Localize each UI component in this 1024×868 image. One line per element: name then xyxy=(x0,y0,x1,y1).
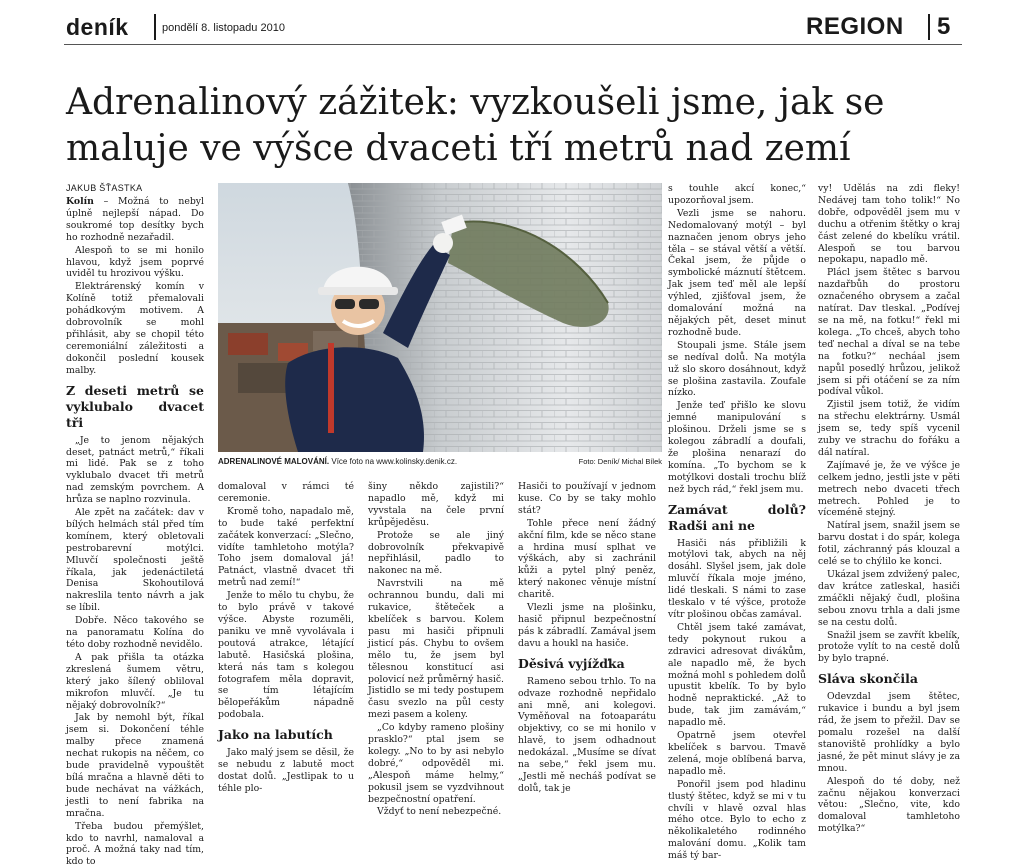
paragraph: vy! Udělás na zdi fleky! Nedávej tam toho tolik!“ No dobře, odpověděl jsem mu v duchu a otřenim štětky o kraj část zelené do kbelíku vrátil. Alespoň se tou barvou nepokapu, napadlo mě. xyxy=(818,183,960,266)
paragraph: Ukázal jsem zdvižený palec, dav krátce zatleskal, hasiči zmáčkli nějaký čudl, plošina sebou znovu trhla a dali jsme se na cestu dolů. xyxy=(818,569,960,628)
paragraph: Plácl jsem štětec s barvou nazdařbůh do prostoru označeného obrysem a začal natírat. Dav tleskal. „Podívej se na mě, na fotku!“ řekl mi kolega. „To chceš, abych toho teď nechal a díval se na tebe na fotku?“ necháal jsem napůl posedlý hrůzou, jelikož jsem si při otáčení se za ním podíval vůkol. xyxy=(818,267,960,398)
paragraph: Rameno sebou trhlo. To na odvaze rozhodně nepřidalo ani mně, ani kolegovi. Vyměňoval na fotoaparátu objektivy, co se mi honilo v hlavě, to jsem odhadnout nedokázal. „Musíme se dívat na sebe,“ řekl jsem mu. „Jestli mě necháš podívat se dolů, tak je xyxy=(518,675,656,794)
paragraph: Elektrárenský komín v Kolíně totiž přemalovali pohádkovým motivem. A dobrovolník se mohl přihlásit, aby se chopil této ceremoniální záležitosti a dokončil poslední kousek malby. xyxy=(66,281,204,376)
subheading: Jako na labutích xyxy=(218,727,333,743)
paragraph: „Je to jenom nějakých deset, patnáct metrů,“ říkali mi lidé. Pak se z toho vyklubalo dvacet tři metrů nad zemským povrchem. A hrůza se naplno rozvinula. xyxy=(66,434,204,506)
text-column-3 xyxy=(368,481,504,818)
caption-title: ADRENALINOVÉ MALOVÁNÍ. xyxy=(218,457,330,466)
text-column-4 xyxy=(518,481,656,794)
paragraph: šiny někdo zajistili?“ napadlo mě, když mi vyvstala na čele první krůpějeděsu. xyxy=(368,481,504,528)
paragraph: A pak přišla ta otázka zkreslená šumem větru, který jako šílený obliloval mikrofon mluvčí. „Je tu nějaký dobrovolník?“ xyxy=(66,651,204,711)
paragraph: Vlezli jsme na plošinku, hasič připnul bezpečnostní pás k zábradlí. Zamával jsem davu a houkl na hasiče. xyxy=(518,602,656,649)
paragraph: Dobře. Něco takového se na panoramatu Kolína do této doby rozhodně nevidělo. xyxy=(66,615,204,650)
dateline: Kolín xyxy=(66,196,94,207)
paragraph: Ponořil jsem pod hladinu tlustý štětec, když se mi v tu chvíli v hlavě ozval hlas mého otce. Bylo to echo z několikaletého rodinného malování domu. „Kolik tam máš tý bar- xyxy=(668,778,806,862)
paragraph: domaloval v rámci té ceremonie. xyxy=(218,481,354,504)
paragraph: Snažil jsem se zavřít kbelík, protože vylít to na cestě dolů by bylo trapné. xyxy=(818,629,960,665)
paragraph: Třeba budou přemýšlet, kdo to navrhl, namaloval a proč. A možná taky nad tím, kdo to xyxy=(66,820,204,868)
photo-illustration xyxy=(218,183,662,452)
newspaper-logo: deník xyxy=(66,14,129,40)
text-column-2 xyxy=(218,481,354,794)
masthead-divider xyxy=(154,14,156,40)
paragraph: Jenže to mělo tu chybu, že to bylo právě v takové výšce. Abyste rozuměli, paniku ve mně vyvolávala i poutová atrakce, létající labutě. Hasičská plošina, která nás tam s kolegou fotografem měla dopravit, se tím létajícím bělopeřákům nápadně podobala. xyxy=(218,590,354,721)
paragraph: Stoupali jsme. Stále jsem se nedíval dolů. Na motýla už slo skoro dosáhnout, když se plošina zastavila. Zoufale nízko. xyxy=(668,339,806,399)
subheading: Děsivá vyjížďka xyxy=(518,655,625,671)
paragraph: s touhle akcí konec,“ upozorňoval jsem. xyxy=(668,183,806,206)
paragraph: Natíral jsem, snažil jsem se barvu dostat i do spár, kolega fotil, záchranný pás klouzal a celé se to chýlilo ke konci. xyxy=(818,520,960,568)
paragraph: Navrstvili na mě ochrannou bundu, dali mi rukavice, štěteček a kbelíček s barvou. Kolem pasu mi hasiči připnuli jisticí pás. Chybu to ovšem mělo tu, že jsem byl tělesnou konstitucí asi polovicí než průměrný hasič. Jistidlo se mi tedy postupem času svezlo na půl cesty mezi pasem a koleny. xyxy=(368,578,504,721)
subheading: Sláva skončila xyxy=(818,671,918,687)
caption-text: Více foto na www.kolinsky.denik.cz. xyxy=(331,457,458,466)
photo-credit: Foto: Deník/ Michal Bílek xyxy=(578,457,662,466)
paragraph: Zajímavé je, že ve výšce je celkem jedno, jestli jste v pěti metrech nebo dvaceti třech metrech. Pohled je to víceméně stejný. xyxy=(818,459,960,519)
section-title: REGION xyxy=(806,13,904,40)
paragraph: Jenže teď přišlo ke slovu jemné manipulování s plošinou. Drželi jsme se s kolegou zábradlí a doufali, že plošina nenarazí do komína. „To bychom se k motýlkovi dostali trochu blíž než bych rád,“ řekl jsem mu. xyxy=(668,400,806,495)
paragraph: Vezli jsme se nahoru. Nedomalovaný motýl – byl naznačen jenom obrys jeho těla – se stával větší a větší. Čekal jsem, že půjde o symbolické máznutí štětcem. Jak jsem teď měl ale lepší výhled, zjišťoval jsem, že domalování možná na nějakých pět, deset minut rozhodně bude. xyxy=(668,207,806,338)
paragraph: Zjistil jsem totiž, že vidím na střechu elektrárny. Usmál jsem se, tedy spíš vycenil zuby ve strachu do fořáku a dál natíral. xyxy=(818,399,960,458)
paragraph: Protože se ale jiný dobrovolník překvapivě nepřihlásil, padlo to nakonec na mě. xyxy=(368,529,504,577)
paragraph: Alespoň do té doby, než začnu nějakou konverzaci větou: „Slečno, vite, kdo domaloval tamhletoho motýlka?“ xyxy=(818,775,960,835)
paragraph: Jako malý jsem se děsil, že se nebudu z labutě moct dostat dolů. „Jestlipak to u téhle plo- xyxy=(218,747,354,794)
article-author: JAKUB ŠŤASTKA xyxy=(66,183,143,193)
paragraph: Alespoň to se mi honilo hlavou, když jsem poprvé uviděl tu hrozivou výšku. xyxy=(66,244,204,280)
paragraph: Opatrně jsem otevřel kbelíček s barvou. Tmavě zelená, moje oblíbená barva, napadlo mě. xyxy=(668,730,806,777)
paragraph: Ale zpět na začátek: dav v bílých helmách stál před tím komínem, který obletovali pestrobarevní motýlci. Mluvčí společnosti ještě říkala, jak jedenáctiletá Denisa Skohoutilová nakreslila tento návrh a jak se líbil. xyxy=(66,507,204,614)
paragraph: Chtěl jsem také zamávat, tedy pokynout rukou a zdravici adresovat divákům, ale napadlo mě, že bych možná mohl s pohledem dolů upustit kbelík. To by bylo hodně nepraktické. „Až to bude, tak jim zamávám,“ napadlo mě. xyxy=(668,621,806,729)
page-number: 5 xyxy=(937,13,951,40)
paragraph: „Co kdyby rameno plošiny prasklo?“ ptal jsem se kolegy. „No to by asi nebylo dobré,“ odpověděl mi. „Alespoň máme helmy,“ pokusil jsem se vyzdvihnout bezpečnostní opatření. xyxy=(368,722,504,805)
paragraph: Kromě toho, napadalo mě, to bude také perfektní začátek konverzací: „Slečno, vidíte tamhletoho motýla? Toho jsem domaloval já! Patnáct, vlastně dvacet tři metrů nad zemí!“ xyxy=(218,505,354,589)
photo-caption xyxy=(218,457,662,466)
section-divider xyxy=(928,14,930,40)
issue-date: pondělí 8. listopadu 2010 xyxy=(162,22,285,34)
lead-paragraph: Kolín – Možná to nebyl úplně nejlepší nápad. Do soukromé top desítky bych ho rozhodně nezařadil. xyxy=(66,196,204,243)
paragraph: Vždyť to není nebezpečné. xyxy=(377,806,502,818)
paragraph: Hasiči to používají v jednom kuse. Co by se taky mohlo stát? xyxy=(518,481,656,516)
text-column-5 xyxy=(668,183,806,862)
article-photo xyxy=(218,183,662,452)
paragraph: Odevzdal jsem štětec, rukavice i bundu a byl jsem rád, že jsem to přežil. Dav se pomalu rozešel na další stanoviště prohlídky a bylo jasné, že pět minut slávy je za mnou. xyxy=(818,691,960,774)
paragraph: Jak by nemohl být, říkal jsem si. Dokončení téhle malby přece znamená nechat rukopis na něčem, co bude pravidelně vypouštět bílá mračna a hlavně děti to bude nechávat na vážkách, jestli to není fabrika na mračna. xyxy=(66,712,204,819)
subheading: Z deseti metrů se vyklubalo dvacet tři xyxy=(66,382,204,430)
article-headline: Adrenalinový zážitek: vyzkoušeli jsme, jak se maluje ve výšce dvaceti tří metrů nad zemí xyxy=(66,82,885,169)
text-column-6 xyxy=(818,183,960,835)
paragraph: Hasiči nás přibližili k motýlovi tak, abych na něj dosáhl. Slyšel jsem, jak dole mluvčí říkala moje jméno, lidé tleskali. S námi to zase tleskalo v té výšce, protože vítr plošinou občas zamával. xyxy=(668,537,806,620)
paragraph: Tohle přece není žádný akční film, kde se něco stane a hrdina musí splhat ve výškách, aby si zachránil kůži a pytel plný peněz, který nakonec věnuje místní charitě. xyxy=(518,517,656,601)
header-rule xyxy=(64,44,962,45)
text-column-1 xyxy=(66,196,204,868)
subheading: Zamávat dolů? Radši ani ne xyxy=(668,501,806,533)
